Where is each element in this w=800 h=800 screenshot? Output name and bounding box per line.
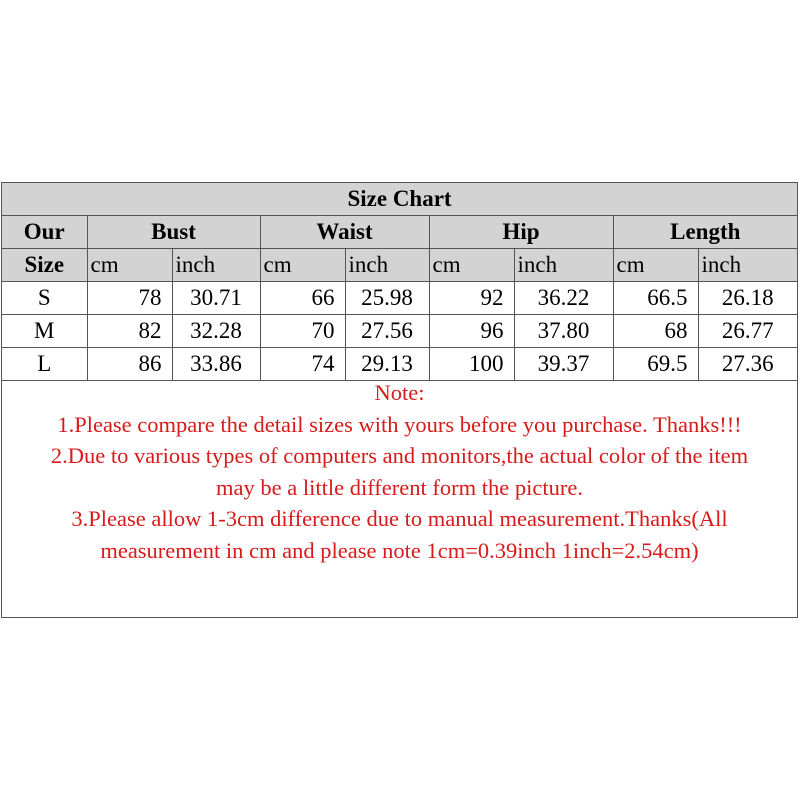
table-cell: 96 bbox=[429, 315, 514, 348]
unit-header: cm bbox=[87, 249, 172, 282]
table-cell: 37.80 bbox=[514, 315, 613, 348]
notes-heading: Note: bbox=[374, 380, 425, 405]
note-line: may be a little different form the picture. bbox=[216, 474, 583, 500]
unit-header: inch bbox=[345, 249, 429, 282]
table-cell: 86 bbox=[87, 348, 172, 381]
note-line: 1.Please compare the detail sizes with yours before you purchase. Thanks!!! bbox=[57, 411, 742, 437]
table-cell: 33.86 bbox=[172, 348, 260, 381]
table-cell: 100 bbox=[429, 348, 514, 381]
table-title: Size Chart bbox=[2, 183, 797, 216]
table-cell: 66 bbox=[260, 282, 345, 315]
group-header-hip: Hip bbox=[429, 216, 613, 249]
unit-header: inch bbox=[698, 249, 797, 282]
our-size-label-2: Size bbox=[2, 249, 87, 282]
note-line: 2.Due to various types of computers and monitors,the actual color of the item bbox=[50, 443, 749, 468]
table-cell: 25.98 bbox=[345, 282, 429, 315]
table-cell: 78 bbox=[87, 282, 172, 315]
table-row bbox=[2, 315, 797, 348]
table-cell: 39.37 bbox=[514, 348, 613, 381]
unit-header: cm bbox=[260, 249, 345, 282]
group-header-waist: Waist bbox=[260, 216, 429, 249]
table-cell: 92 bbox=[429, 282, 514, 315]
table-cell: 26.18 bbox=[698, 282, 797, 315]
notes-section bbox=[2, 377, 797, 566]
our-size-label: Our bbox=[2, 216, 87, 249]
table-cell: 66.5 bbox=[613, 282, 698, 315]
group-header-bust: Bust bbox=[87, 216, 260, 249]
table-cell: 26.77 bbox=[698, 315, 797, 348]
note-line: 3.Please allow 1-3cm difference due to manual measurement.Thanks(All bbox=[71, 506, 728, 531]
unit-header: inch bbox=[514, 249, 613, 282]
table-cell: 30.71 bbox=[172, 282, 260, 315]
unit-header: cm bbox=[429, 249, 514, 282]
table-cell: 32.28 bbox=[172, 315, 260, 348]
table-cell: 82 bbox=[87, 315, 172, 348]
table-row bbox=[2, 348, 797, 381]
size-cell: L bbox=[2, 348, 87, 381]
unit-header: inch bbox=[172, 249, 260, 282]
table-cell: 27.56 bbox=[345, 315, 429, 348]
table-cell: 69.5 bbox=[613, 348, 698, 381]
size-table bbox=[2, 183, 797, 381]
size-cell: M bbox=[2, 315, 87, 348]
table-cell: 74 bbox=[260, 348, 345, 381]
size-cell: S bbox=[2, 282, 87, 315]
table-cell: 70 bbox=[260, 315, 345, 348]
unit-header: cm bbox=[613, 249, 698, 282]
note-line: measurement in cm and please note 1cm=0.39inch 1inch=2.54cm) bbox=[100, 537, 699, 563]
table-cell: 29.13 bbox=[345, 348, 429, 381]
size-chart bbox=[1, 182, 798, 618]
table-cell: 36.22 bbox=[514, 282, 613, 315]
table-cell: 68 bbox=[613, 315, 698, 348]
table-row bbox=[2, 282, 797, 315]
table-cell: 27.36 bbox=[698, 348, 797, 381]
group-header-length: Length bbox=[613, 216, 797, 249]
